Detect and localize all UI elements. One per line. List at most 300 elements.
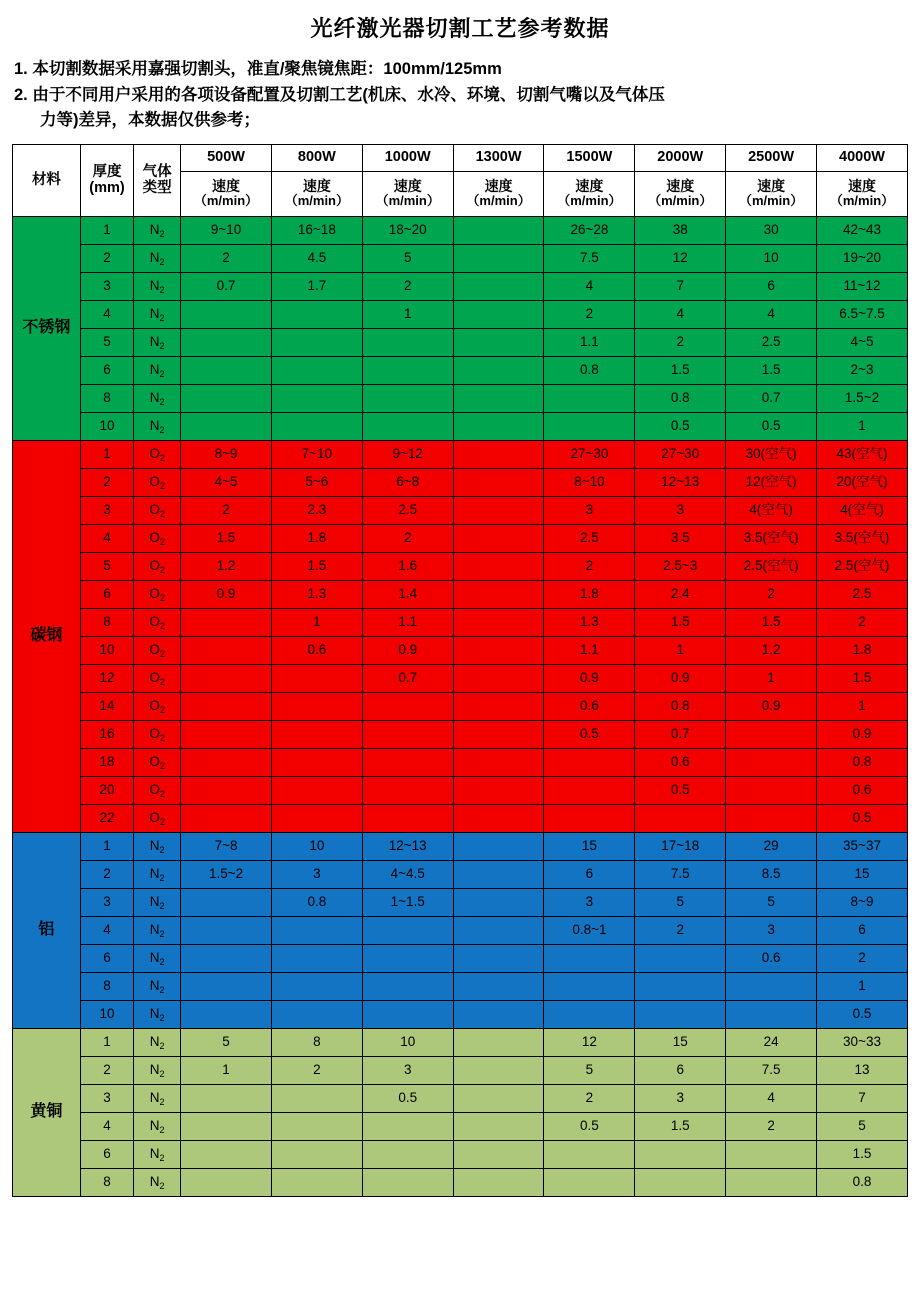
speed-cell-2500w: 0.6 [726, 944, 817, 972]
thickness-cell: 3 [80, 888, 133, 916]
speed-cell-1000w [362, 1000, 453, 1028]
thickness-cell: 2 [80, 1056, 133, 1084]
table-row [13, 384, 908, 412]
speed-cell-2500w [726, 1168, 817, 1196]
speed-unit: （m/min） [738, 193, 804, 209]
gas-type-cell: $N_2$ [134, 384, 181, 412]
thickness-cell: 20 [80, 776, 133, 804]
table-row [13, 1112, 908, 1140]
speed-cell-2500w: 2.5(空气) [726, 552, 817, 580]
speed-cell-800w: 2 [271, 1056, 362, 1084]
speed-cell-1000w: 6~8 [362, 468, 453, 496]
speed-cell-2000w: 38 [635, 216, 726, 244]
speed-cell-4000w: 42~43 [817, 216, 908, 244]
header-thickness [80, 144, 133, 216]
speed-cell-500w [181, 1084, 272, 1112]
header-gas-line1: 气体 [142, 163, 172, 180]
speed-cell-1500w: 2 [544, 1084, 635, 1112]
speed-cell-1500w: 4 [544, 272, 635, 300]
thickness-cell: 12 [80, 664, 133, 692]
speed-cell-500w: 2 [181, 496, 272, 524]
speed-cell-1500w: 0.8~1 [544, 916, 635, 944]
speed-cell-4000w: 13 [817, 1056, 908, 1084]
table-row [13, 860, 908, 888]
speed-cell-500w [181, 412, 272, 440]
speed-cell-1500w [544, 1168, 635, 1196]
thickness-cell: 6 [80, 1140, 133, 1168]
header-thickness-line1: 厚度 [92, 163, 122, 180]
speed-cell-1000w: 2.5 [362, 496, 453, 524]
speed-cell-1300w [453, 244, 544, 272]
gas-type-cell: $O_2$ [134, 748, 181, 776]
thickness-cell: 2 [80, 244, 133, 272]
speed-cell-1500w: 2 [544, 552, 635, 580]
speed-cell-2000w [635, 1140, 726, 1168]
note-line-3: 力等)差异，本数据仅供参考； [40, 111, 260, 130]
speed-cell-2500w: 0.5 [726, 412, 817, 440]
material-cell-carbon-steel: 碳钢 [13, 440, 81, 832]
speed-unit: （m/min） [193, 193, 259, 209]
gas-type-cell: $O_2$ [134, 804, 181, 832]
gas-type-cell: $N_2$ [134, 1000, 181, 1028]
speed-cell-2000w: 3 [635, 1084, 726, 1112]
speed-cell-800w: 0.6 [271, 636, 362, 664]
speed-cell-1300w [453, 216, 544, 244]
speed-cell-1500w: 3 [544, 496, 635, 524]
speed-cell-1500w: 3 [544, 888, 635, 916]
speed-cell-1500w: 1.1 [544, 328, 635, 356]
speed-cell-800w [271, 804, 362, 832]
speed-cell-500w [181, 608, 272, 636]
speed-cell-1500w: 0.6 [544, 692, 635, 720]
speed-cell-1300w [453, 552, 544, 580]
thickness-cell: 8 [80, 608, 133, 636]
speed-cell-2500w: 1 [726, 664, 817, 692]
thickness-cell: 6 [80, 356, 133, 384]
speed-cell-800w: 7~10 [271, 440, 362, 468]
speed-cell-1300w [453, 384, 544, 412]
header-power-500w: 500W [181, 144, 272, 171]
speed-cell-4000w: 1.8 [817, 636, 908, 664]
speed-label: 速度 [393, 178, 422, 195]
speed-cell-1300w [453, 496, 544, 524]
speed-cell-1500w [544, 412, 635, 440]
speed-cell-800w: 4.5 [271, 244, 362, 272]
speed-cell-500w [181, 356, 272, 384]
gas-type-cell: $N_2$ [134, 1112, 181, 1140]
table-row [13, 832, 908, 860]
speed-cell-500w: 1.5 [181, 524, 272, 552]
thickness-cell: 14 [80, 692, 133, 720]
speed-cell-500w [181, 1168, 272, 1196]
speed-cell-1500w: 1.1 [544, 636, 635, 664]
speed-cell-2500w [726, 804, 817, 832]
speed-label: 速度 [212, 178, 241, 195]
speed-cell-2000w: 2 [635, 916, 726, 944]
speed-cell-500w: 1.5~2 [181, 860, 272, 888]
speed-cell-4000w: 1.5 [817, 1140, 908, 1168]
gas-type-cell: $O_2$ [134, 552, 181, 580]
speed-cell-2500w [726, 1140, 817, 1168]
table-row [13, 748, 908, 776]
thickness-cell: 10 [80, 412, 133, 440]
speed-cell-800w [271, 692, 362, 720]
speed-cell-1300w [453, 1112, 544, 1140]
speed-cell-1300w [453, 636, 544, 664]
thickness-cell: 22 [80, 804, 133, 832]
speed-cell-800w: 1.8 [271, 524, 362, 552]
speed-cell-2000w: 7 [635, 272, 726, 300]
thickness-cell: 4 [80, 916, 133, 944]
speed-cell-4000w: 1 [817, 692, 908, 720]
thickness-cell: 10 [80, 1000, 133, 1028]
note-line-1: 1. 本切割数据采用嘉强切割头，准直/聚焦镜焦距：100mm/125mm [14, 60, 502, 78]
speed-cell-1500w: 6 [544, 860, 635, 888]
table-row [13, 1028, 908, 1056]
speed-cell-2000w: 0.6 [635, 748, 726, 776]
thickness-cell: 2 [80, 860, 133, 888]
speed-cell-500w: 4~5 [181, 468, 272, 496]
speed-cell-1500w: 8~10 [544, 468, 635, 496]
speed-cell-2000w: 6 [635, 1056, 726, 1084]
speed-cell-2500w: 2.5 [726, 328, 817, 356]
speed-cell-2500w: 0.7 [726, 384, 817, 412]
speed-cell-2500w: 1.5 [726, 608, 817, 636]
speed-cell-500w [181, 692, 272, 720]
gas-type-cell: $N_2$ [134, 944, 181, 972]
gas-type-cell: $O_2$ [134, 468, 181, 496]
speed-cell-1500w: 1.3 [544, 608, 635, 636]
header-power-1000w: 1000W [362, 144, 453, 171]
speed-cell-1000w [362, 384, 453, 412]
speed-cell-1500w: 2 [544, 300, 635, 328]
speed-cell-4000w: 0.9 [817, 720, 908, 748]
speed-cell-500w [181, 888, 272, 916]
speed-cell-2000w: 0.8 [635, 692, 726, 720]
speed-cell-2500w: 30 [726, 216, 817, 244]
gas-type-cell: $O_2$ [134, 692, 181, 720]
speed-cell-4000w: 1 [817, 412, 908, 440]
speed-cell-2500w: 0.9 [726, 692, 817, 720]
speed-cell-2000w: 1 [635, 636, 726, 664]
speed-cell-800w: 16~18 [271, 216, 362, 244]
speed-cell-2500w [726, 720, 817, 748]
speed-cell-800w [271, 916, 362, 944]
speed-cell-2000w: 7.5 [635, 860, 726, 888]
header-speed-800w [271, 171, 362, 216]
speed-cell-2500w [726, 1000, 817, 1028]
speed-cell-2500w: 4 [726, 300, 817, 328]
speed-cell-800w [271, 356, 362, 384]
gas-type-cell: $O_2$ [134, 524, 181, 552]
gas-type-cell: $N_2$ [134, 356, 181, 384]
speed-cell-2500w: 6 [726, 272, 817, 300]
speed-cell-2000w: 12 [635, 244, 726, 272]
speed-cell-1300w [453, 524, 544, 552]
speed-cell-4000w: 3.5(空气) [817, 524, 908, 552]
gas-type-cell: $N_2$ [134, 1140, 181, 1168]
speed-cell-500w [181, 720, 272, 748]
gas-type-cell: $N_2$ [134, 300, 181, 328]
speed-cell-800w [271, 412, 362, 440]
speed-cell-800w [271, 328, 362, 356]
speed-cell-2500w: 24 [726, 1028, 817, 1056]
speed-cell-1000w [362, 412, 453, 440]
speed-cell-800w [271, 664, 362, 692]
speed-cell-1000w: 0.9 [362, 636, 453, 664]
speed-cell-2500w: 8.5 [726, 860, 817, 888]
speed-cell-2000w [635, 944, 726, 972]
header-speed-2000w [635, 171, 726, 216]
speed-cell-4000w: 30~33 [817, 1028, 908, 1056]
thickness-cell: 10 [80, 636, 133, 664]
gas-type-cell: $N_2$ [134, 972, 181, 1000]
gas-type-cell: $N_2$ [134, 328, 181, 356]
speed-cell-4000w: 20(空气) [817, 468, 908, 496]
table-row [13, 636, 908, 664]
gas-type-cell: $N_2$ [134, 216, 181, 244]
table-row [13, 1168, 908, 1196]
speed-cell-2500w: 5 [726, 888, 817, 916]
speed-cell-1000w [362, 748, 453, 776]
speed-cell-2000w: 0.7 [635, 720, 726, 748]
speed-cell-800w: 1.3 [271, 580, 362, 608]
thickness-cell: 16 [80, 720, 133, 748]
speed-cell-2000w: 5 [635, 888, 726, 916]
speed-cell-2500w: 3 [726, 916, 817, 944]
gas-type-cell: $N_2$ [134, 244, 181, 272]
speed-cell-1300w [453, 272, 544, 300]
speed-cell-1000w: 1 [362, 300, 453, 328]
speed-cell-1500w [544, 748, 635, 776]
speed-cell-2000w [635, 972, 726, 1000]
table-row [13, 328, 908, 356]
speed-cell-1500w [544, 384, 635, 412]
speed-cell-1300w [453, 748, 544, 776]
speed-cell-4000w: 6.5~7.5 [817, 300, 908, 328]
speed-cell-500w [181, 1112, 272, 1140]
speed-cell-2500w: 29 [726, 832, 817, 860]
table-row [13, 1140, 908, 1168]
header-speed-2500w [726, 171, 817, 216]
speed-cell-1300w [453, 692, 544, 720]
speed-cell-500w: 1 [181, 1056, 272, 1084]
speed-cell-1300w [453, 468, 544, 496]
speed-cell-1000w [362, 328, 453, 356]
notes-block [14, 57, 908, 134]
speed-cell-1300w [453, 776, 544, 804]
speed-cell-2500w [726, 748, 817, 776]
thickness-cell: 1 [80, 832, 133, 860]
gas-type-cell: $N_2$ [134, 1028, 181, 1056]
gas-type-cell: $N_2$ [134, 860, 181, 888]
speed-unit: （m/min） [557, 193, 622, 209]
header-material: 材料 [13, 144, 81, 216]
table-row [13, 664, 908, 692]
speed-cell-4000w: 6 [817, 916, 908, 944]
table-row [13, 272, 908, 300]
speed-cell-1500w [544, 1140, 635, 1168]
table-row [13, 300, 908, 328]
speed-cell-1000w [362, 356, 453, 384]
header-speed-1300w [453, 171, 544, 216]
gas-type-cell: $O_2$ [134, 636, 181, 664]
material-cell-stainless-steel: 不锈钢 [13, 216, 81, 440]
table-row [13, 1000, 908, 1028]
speed-unit: （m/min） [829, 193, 895, 209]
table-row [13, 524, 908, 552]
speed-cell-4000w: 0.8 [817, 1168, 908, 1196]
speed-cell-2000w: 15 [635, 1028, 726, 1056]
speed-cell-800w [271, 300, 362, 328]
gas-type-cell: $O_2$ [134, 776, 181, 804]
speed-cell-1000w: 9~12 [362, 440, 453, 468]
speed-cell-800w [271, 944, 362, 972]
table-row [13, 944, 908, 972]
speed-cell-800w: 10 [271, 832, 362, 860]
header-speed-1500w [544, 171, 635, 216]
header-power-1300w: 1300W [453, 144, 544, 171]
table-row [13, 552, 908, 580]
thickness-cell: 6 [80, 944, 133, 972]
speed-cell-500w [181, 804, 272, 832]
gas-type-cell: $O_2$ [134, 608, 181, 636]
thickness-cell: 4 [80, 1112, 133, 1140]
table-row [13, 972, 908, 1000]
thickness-cell: 3 [80, 272, 133, 300]
speed-cell-1300w [453, 720, 544, 748]
table-body [13, 216, 908, 1196]
header-thickness-line2: (mm) [89, 180, 125, 197]
thickness-cell: 1 [80, 1028, 133, 1056]
speed-cell-1500w: 12 [544, 1028, 635, 1056]
header-power-2500w: 2500W [726, 144, 817, 171]
speed-cell-2500w: 1.2 [726, 636, 817, 664]
speed-cell-1000w: 2 [362, 524, 453, 552]
speed-cell-1300w [453, 972, 544, 1000]
speed-cell-1500w: 27~30 [544, 440, 635, 468]
cutting-parameters-table [12, 144, 908, 1197]
material-cell-aluminum: 铝 [13, 832, 81, 1028]
speed-cell-2500w: 3.5(空气) [726, 524, 817, 552]
speed-cell-4000w: 2.5 [817, 580, 908, 608]
speed-cell-500w: 9~10 [181, 216, 272, 244]
speed-cell-500w [181, 636, 272, 664]
speed-cell-2000w [635, 1168, 726, 1196]
table-row [13, 356, 908, 384]
speed-cell-500w [181, 384, 272, 412]
speed-cell-2000w: 2.4 [635, 580, 726, 608]
gas-type-cell: $N_2$ [134, 1168, 181, 1196]
speed-cell-2500w [726, 972, 817, 1000]
speed-cell-1500w: 2.5 [544, 524, 635, 552]
page-title: 光纤激光器切割工艺参考数据 [310, 16, 610, 41]
header-power-1500w: 1500W [544, 144, 635, 171]
speed-cell-1300w [453, 328, 544, 356]
speed-cell-1500w: 7.5 [544, 244, 635, 272]
speed-cell-4000w: 0.5 [817, 804, 908, 832]
speed-cell-4000w: 2 [817, 944, 908, 972]
speed-cell-1000w [362, 916, 453, 944]
speed-unit: （m/min） [648, 193, 713, 209]
speed-cell-2000w: 0.8 [635, 384, 726, 412]
table-row [13, 804, 908, 832]
speed-cell-1500w: 0.5 [544, 1112, 635, 1140]
speed-cell-500w [181, 1140, 272, 1168]
speed-cell-500w [181, 328, 272, 356]
speed-cell-4000w: 0.5 [817, 1000, 908, 1028]
speed-cell-2000w: 1.5 [635, 356, 726, 384]
gas-type-cell: $N_2$ [134, 832, 181, 860]
speed-cell-2000w: 4 [635, 300, 726, 328]
header-speed-1000w [362, 171, 453, 216]
speed-cell-1300w [453, 356, 544, 384]
speed-cell-2000w: 2 [635, 328, 726, 356]
speed-cell-2000w: 27~30 [635, 440, 726, 468]
header-gas-line2: 类型 [142, 180, 172, 197]
speed-cell-2000w: 0.5 [635, 776, 726, 804]
speed-cell-4000w: 2 [817, 608, 908, 636]
speed-cell-2000w: 0.9 [635, 664, 726, 692]
speed-unit: （m/min） [466, 193, 531, 209]
speed-cell-4000w: 0.6 [817, 776, 908, 804]
speed-label: 速度 [757, 178, 786, 195]
table-row [13, 776, 908, 804]
speed-cell-800w: 2.3 [271, 496, 362, 524]
speed-cell-1500w [544, 1000, 635, 1028]
speed-cell-500w [181, 748, 272, 776]
speed-cell-800w: 1.7 [271, 272, 362, 300]
thickness-cell: 4 [80, 300, 133, 328]
table-row [13, 580, 908, 608]
speed-cell-1000w [362, 1112, 453, 1140]
speed-cell-800w: 5~6 [271, 468, 362, 496]
speed-label: 速度 [666, 178, 695, 195]
speed-cell-500w [181, 776, 272, 804]
document-page [0, 12, 920, 1312]
speed-cell-1000w: 5 [362, 244, 453, 272]
table-row [13, 692, 908, 720]
speed-cell-800w [271, 972, 362, 1000]
speed-cell-1300w [453, 1028, 544, 1056]
speed-cell-2500w: 2 [726, 1112, 817, 1140]
speed-cell-2000w [635, 804, 726, 832]
speed-cell-4000w: 1 [817, 972, 908, 1000]
speed-cell-1300w [453, 608, 544, 636]
speed-cell-1000w: 1~1.5 [362, 888, 453, 916]
gas-type-cell: $O_2$ [134, 664, 181, 692]
speed-cell-1000w: 3 [362, 1056, 453, 1084]
table-row [13, 468, 908, 496]
speed-cell-800w [271, 1140, 362, 1168]
speed-cell-1000w [362, 972, 453, 1000]
speed-cell-4000w: 35~37 [817, 832, 908, 860]
speed-cell-2000w: 17~18 [635, 832, 726, 860]
speed-cell-1300w [453, 440, 544, 468]
speed-cell-1000w: 0.7 [362, 664, 453, 692]
speed-cell-500w [181, 1000, 272, 1028]
speed-cell-1300w [453, 1168, 544, 1196]
table-row [13, 608, 908, 636]
speed-label: 速度 [848, 178, 876, 195]
thickness-cell: 3 [80, 1084, 133, 1112]
speed-cell-2000w: 3 [635, 496, 726, 524]
speed-cell-2500w: 1.5 [726, 356, 817, 384]
speed-cell-4000w: 1.5~2 [817, 384, 908, 412]
speed-cell-800w [271, 748, 362, 776]
speed-cell-2000w: 12~13 [635, 468, 726, 496]
speed-cell-1000w [362, 720, 453, 748]
